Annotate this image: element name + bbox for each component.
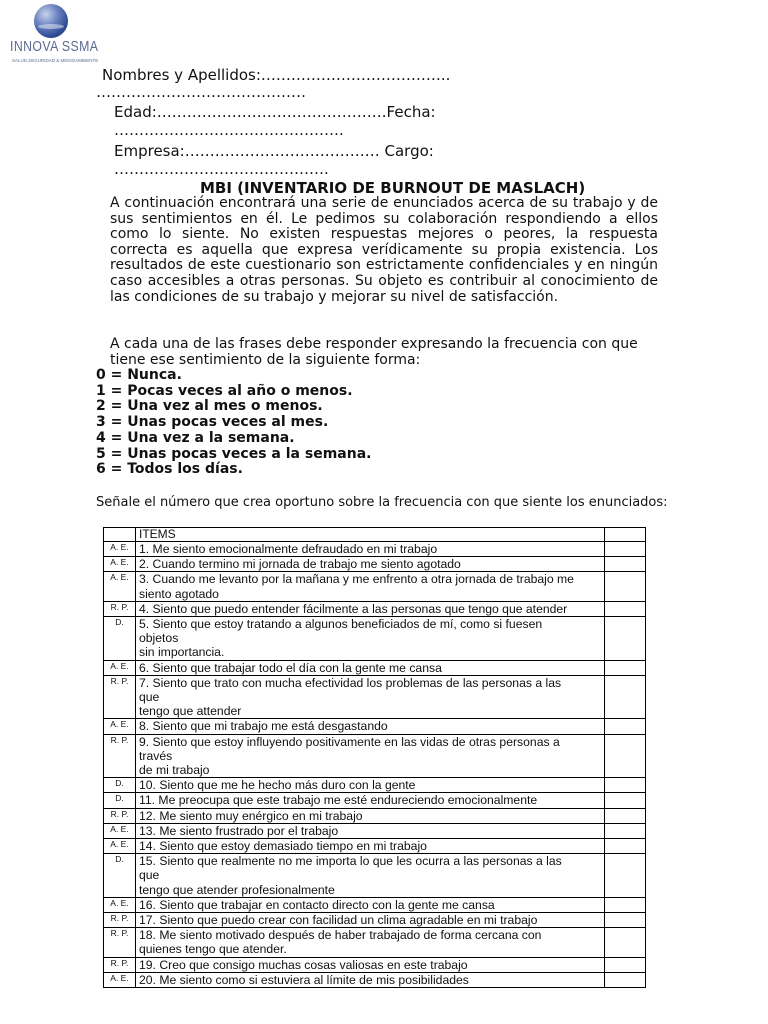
response-cell[interactable] [605, 542, 646, 557]
item-text: 2. Cuando termino mi jornada de trabajo me siento agotado [136, 557, 605, 572]
response-cell[interactable] [605, 854, 646, 898]
item-text: 9. Siento que estoy influyendo positivamente en las vidas de otras personas a través de mi trabajo [136, 734, 605, 778]
item-text: 19. Creo que consigo muchas cosas valiosas en este trabajo [136, 957, 605, 972]
table-header-row [104, 528, 646, 542]
table-row [104, 675, 646, 719]
response-cell[interactable] [605, 557, 646, 572]
table-row [104, 793, 646, 808]
frequency-scale [96, 368, 371, 478]
code-header-cell [104, 528, 136, 542]
item-text: 8. Siento que mi trabajo me está desgastando [136, 719, 605, 734]
globe-icon [34, 4, 68, 38]
table-instruction: Señale el número que crea oportuno sobre la frecuencia con que siente los enunciados: [96, 495, 668, 510]
table-row [104, 808, 646, 823]
response-cell[interactable] [605, 617, 646, 661]
item-text: 14. Siento que estoy demasiado tiempo en mi trabajo [136, 839, 605, 854]
table-row [104, 913, 646, 928]
item-text: 3. Cuando me levanto por la mañana y me enfrento a otra jornada de trabajo me siento agotado [136, 572, 605, 601]
item-text: 5. Siento que estoy tratando a algunos beneficiados de mí, como si fuesen objetos sin importancia. [136, 617, 605, 661]
logo-tagline: SALUD,SEGURIDAD & MEDIOAMBIENTE [12, 58, 99, 63]
item-text: 4. Siento que puedo entender fácilmente a las personas que tengo que atender [136, 601, 605, 616]
document-title: MBI (INVENTARIO DE BURNOUT DE MASLACH) [200, 179, 586, 197]
item-text: 15. Siento que realmente no me importa lo que les ocurra a las personas a las que tengo que atender profesionalmente [136, 854, 605, 898]
item-code: D. [104, 793, 136, 808]
item-code: A. E. [104, 972, 136, 987]
item-text: 6. Siento que trabajar todo el día con la gente me cansa [136, 660, 605, 675]
response-cell[interactable] [605, 913, 646, 928]
response-cell[interactable] [605, 839, 646, 854]
item-code: R. P. [104, 928, 136, 957]
response-cell[interactable] [605, 823, 646, 838]
item-code: R. P. [104, 957, 136, 972]
table-row [104, 823, 646, 838]
item-text: 16. Siento que trabajar en contacto directo con la gente me cansa [136, 897, 605, 912]
table-row [104, 957, 646, 972]
item-code: A. E. [104, 572, 136, 601]
table-row [104, 542, 646, 557]
company-logo [10, 4, 102, 68]
item-text: 10. Siento que me he hecho más duro con la gente [136, 778, 605, 793]
item-text: 18. Me siento motivado después de haber trabajado de forma cercana con quienes tengo que atender. [136, 928, 605, 957]
table-row [104, 617, 646, 661]
item-code: A. E. [104, 839, 136, 854]
age-date-field-label: Edad:……………………………………….Fecha: [114, 103, 436, 121]
company-role-field-label: Empresa:………………………………… Cargo: [114, 142, 434, 160]
item-text: 13. Me siento frustrado por el trabajo [136, 823, 605, 838]
item-code: D. [104, 854, 136, 898]
table-row [104, 928, 646, 957]
name-field-continuation: …………………………………… [96, 83, 306, 101]
item-code: R. P. [104, 601, 136, 616]
age-date-field-continuation: ………………………………………. [114, 121, 344, 139]
response-cell[interactable] [605, 719, 646, 734]
table-row [104, 839, 646, 854]
item-code: R. P. [104, 913, 136, 928]
response-cell[interactable] [605, 778, 646, 793]
item-text: 1. Me siento emocionalmente defraudado en mi trabajo [136, 542, 605, 557]
items-header-cell: ITEMS [136, 528, 605, 542]
item-text: 12. Me siento muy enérgico en mi trabajo [136, 808, 605, 823]
response-header-cell [605, 528, 646, 542]
logo-name: INNOVA SSMA [10, 38, 99, 55]
item-code: D. [104, 617, 136, 661]
company-role-field-continuation: ……………………………………. [114, 160, 329, 178]
scale-item: 0 = Nunca. [96, 367, 182, 383]
item-code: A. E. [104, 660, 136, 675]
response-cell[interactable] [605, 897, 646, 912]
scale-item: 6 = Todos los días. [96, 461, 243, 478]
item-text: 17. Siento que puedo crear con facilidad un clima agradable en mi trabajo [136, 913, 605, 928]
scale-item: 2 = Una vez al mes o menos. [96, 398, 323, 415]
scale-item: 5 = Unas pocas veces a la semana. [96, 445, 372, 462]
item-code: R. P. [104, 675, 136, 719]
table-row [104, 557, 646, 572]
table-row [104, 572, 646, 601]
response-cell[interactable] [605, 572, 646, 601]
intro-paragraph: A continuación encontrará una serie de enunciados acerca de su trabajo y de sus sentimientos en él. Le pedimos su colaboración respondiendo a ellos como lo siente. No existen respuestas mejores o peores, la respuesta correcta es aquella que expresa verídicamente su propia existencia. Los resultados de este cuestionario son estrictamente confidenciales y en ningún caso accesibles a otras personas. Su objeto es contribuir al conocimiento de las condiciones de su trabajo y mejorar su nivel de satisfacción. [110, 195, 658, 305]
item-code: D. [104, 778, 136, 793]
table-row [104, 601, 646, 616]
item-code: A. E. [104, 557, 136, 572]
response-cell[interactable] [605, 793, 646, 808]
response-cell[interactable] [605, 808, 646, 823]
response-cell[interactable] [605, 601, 646, 616]
table-row [104, 734, 646, 778]
item-text: 11. Me preocupa que este trabajo me esté endureciendo emocionalmente [136, 793, 605, 808]
item-text: 20. Me siento como si estuviera al límite de mis posibilidades [136, 972, 605, 987]
item-code: R. P. [104, 734, 136, 778]
response-cell[interactable] [605, 957, 646, 972]
item-text: 7. Siento que trato con mucha efectividad los problemas de las personas a las que tengo que attender [136, 675, 605, 719]
response-cell[interactable] [605, 928, 646, 957]
table-row [104, 660, 646, 675]
response-cell[interactable] [605, 660, 646, 675]
item-code: R. P. [104, 808, 136, 823]
scale-item: 4 = Una vez a la semana. [96, 429, 295, 446]
item-code: A. E. [104, 823, 136, 838]
item-code: A. E. [104, 897, 136, 912]
table-row [104, 854, 646, 898]
items-table [103, 527, 646, 988]
table-row [104, 972, 646, 987]
table-row [104, 778, 646, 793]
item-code: A. E. [104, 719, 136, 734]
response-cell[interactable] [605, 675, 646, 719]
response-cell[interactable] [605, 734, 646, 778]
item-code: A. E. [104, 542, 136, 557]
scale-item: 1 = Pocas veces al año o menos. [96, 382, 353, 399]
frequency-instructions: A cada una de las frases debe responder expresando la frecuencia con que tiene ese sentimiento de la siguiente forma: [110, 336, 638, 368]
name-field-label: Nombres y Apellidos:……………………………….. [102, 66, 451, 84]
response-cell[interactable] [605, 972, 646, 987]
table-row [104, 719, 646, 734]
table-row [104, 897, 646, 912]
scale-item: 3 = Unas pocas veces al mes. [96, 414, 329, 431]
